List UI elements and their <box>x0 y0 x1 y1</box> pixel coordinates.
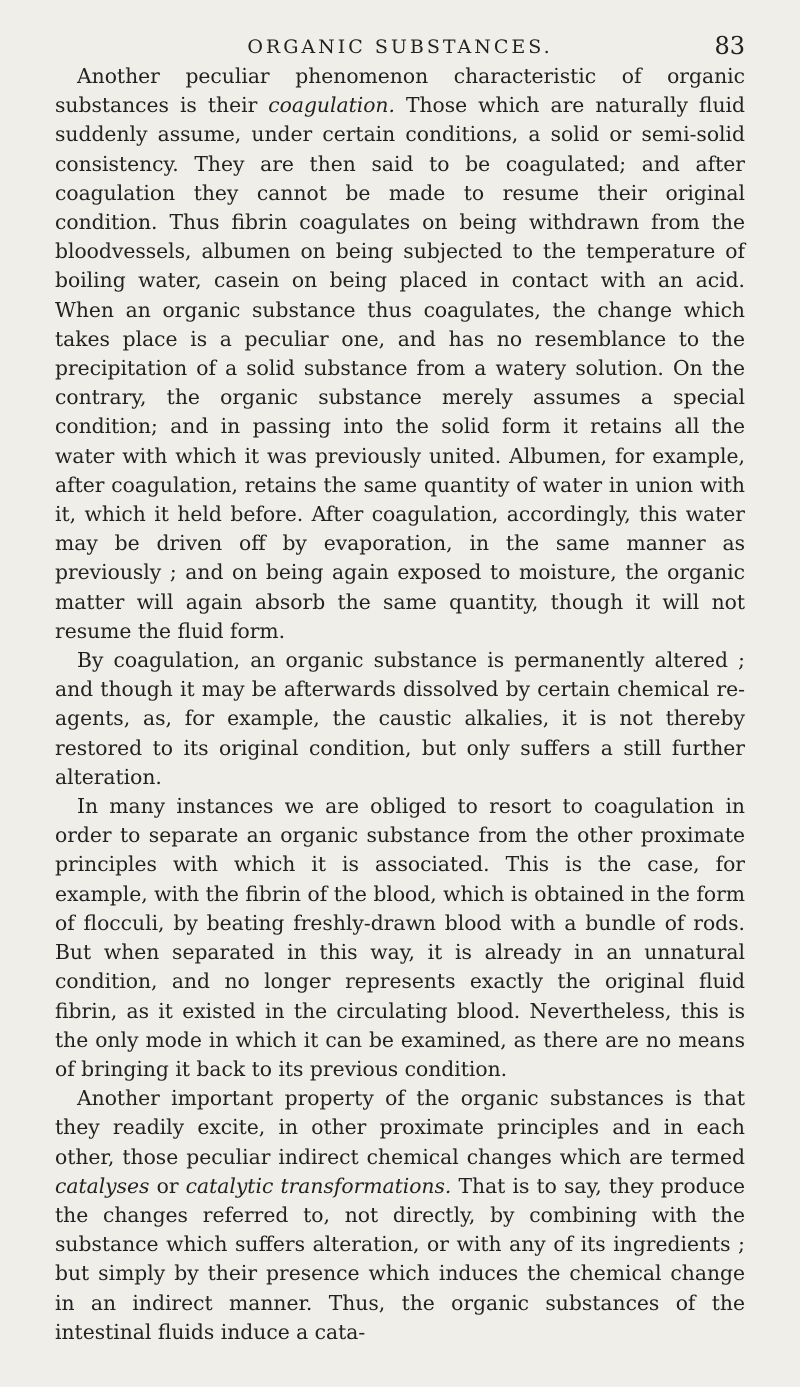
page-number: 83 <box>714 32 745 60</box>
paragraph-text: That is to say, they produce the changes referred to, not directly, by combining with the substance which suffers alteration, or with any of its ingredients ; but simply by their presence which induces the chemical change in an indirect manner. Thus, the organic substances of the intestinal fluids induce a cata- <box>55 1173 745 1344</box>
running-title: ORGANIC SUBSTANCES. <box>247 36 553 58</box>
paragraph-catalysis <box>55 1084 745 1347</box>
emphasis-term: coagulation. <box>268 93 395 118</box>
paragraph-text: Another important property of the organic substances is that they readily excite, in other proximate principles and in each other, those peculiar indirect chemical changes which are termed <box>55 1086 745 1169</box>
emphasis-term: catalyses <box>55 1173 150 1198</box>
paragraph-text: Those which are naturally fluid suddenly assume, under certain conditions, a solid or semi-solid consistency. They are then said to be coagulated; and after coagulation they cannot be made to resume their original condition. Thus fibrin coagulates on being withdrawn from the bloodvessels, albumen on being subjected to the temperature of boiling water, casein on being placed in contact with an acid. When an organic substance thus coagulates, the change which takes place is a peculiar one, and has no resemblance to the precipitation of a solid substance from a watery solution. On the contrary, the organic substance merely assumes a special condition; and in passing into the solid form it retains all the water with which it was previously united. Albumen, for example, after coagulation, retains the same quantity of water in union with it, which it held before. After coagulation, accordingly, this water may be driven off by evaporation, in the same manner as previously ; and on being again exposed to moisture, the organic matter will again absorb the same quantity, though it will not resume the fluid form. <box>55 93 745 643</box>
paragraph-text: or <box>149 1173 186 1198</box>
emphasis-term: catalytic transformations. <box>185 1173 452 1198</box>
paragraph-permanent-alteration: By coagulation, an organic substance is permanently altered ; and though it may be afterwards dissolved by certain chemical re-agents, as, for example, the caustic alkalies, it is not thereby restored to its original condition, but only suffers a still further alteration. <box>55 648 745 789</box>
paragraph-text: Another peculiar phenomenon characteristic of organic substances is their <box>55 64 745 118</box>
running-head <box>55 30 745 62</box>
paragraph-separation: In many instances we are obliged to resort to coagulation in order to separate an organic substance from the other proximate principles with which it is associated. This is the case, for example, with the fibrin of the blood, which is obtained in the form of flocculi, by beating freshly-drawn blood with a bundle of rods. But when separated in this way, it is already in an unnatural condition, and no longer represents exactly the original fluid fibrin, as it existed in the circulating blood. Nevertheless, this is the only mode in which it can be examined, as there are no means of bringing it back to its previous condition. <box>55 794 745 1081</box>
paragraph-coagulation <box>55 62 745 646</box>
body-text <box>55 62 745 1347</box>
